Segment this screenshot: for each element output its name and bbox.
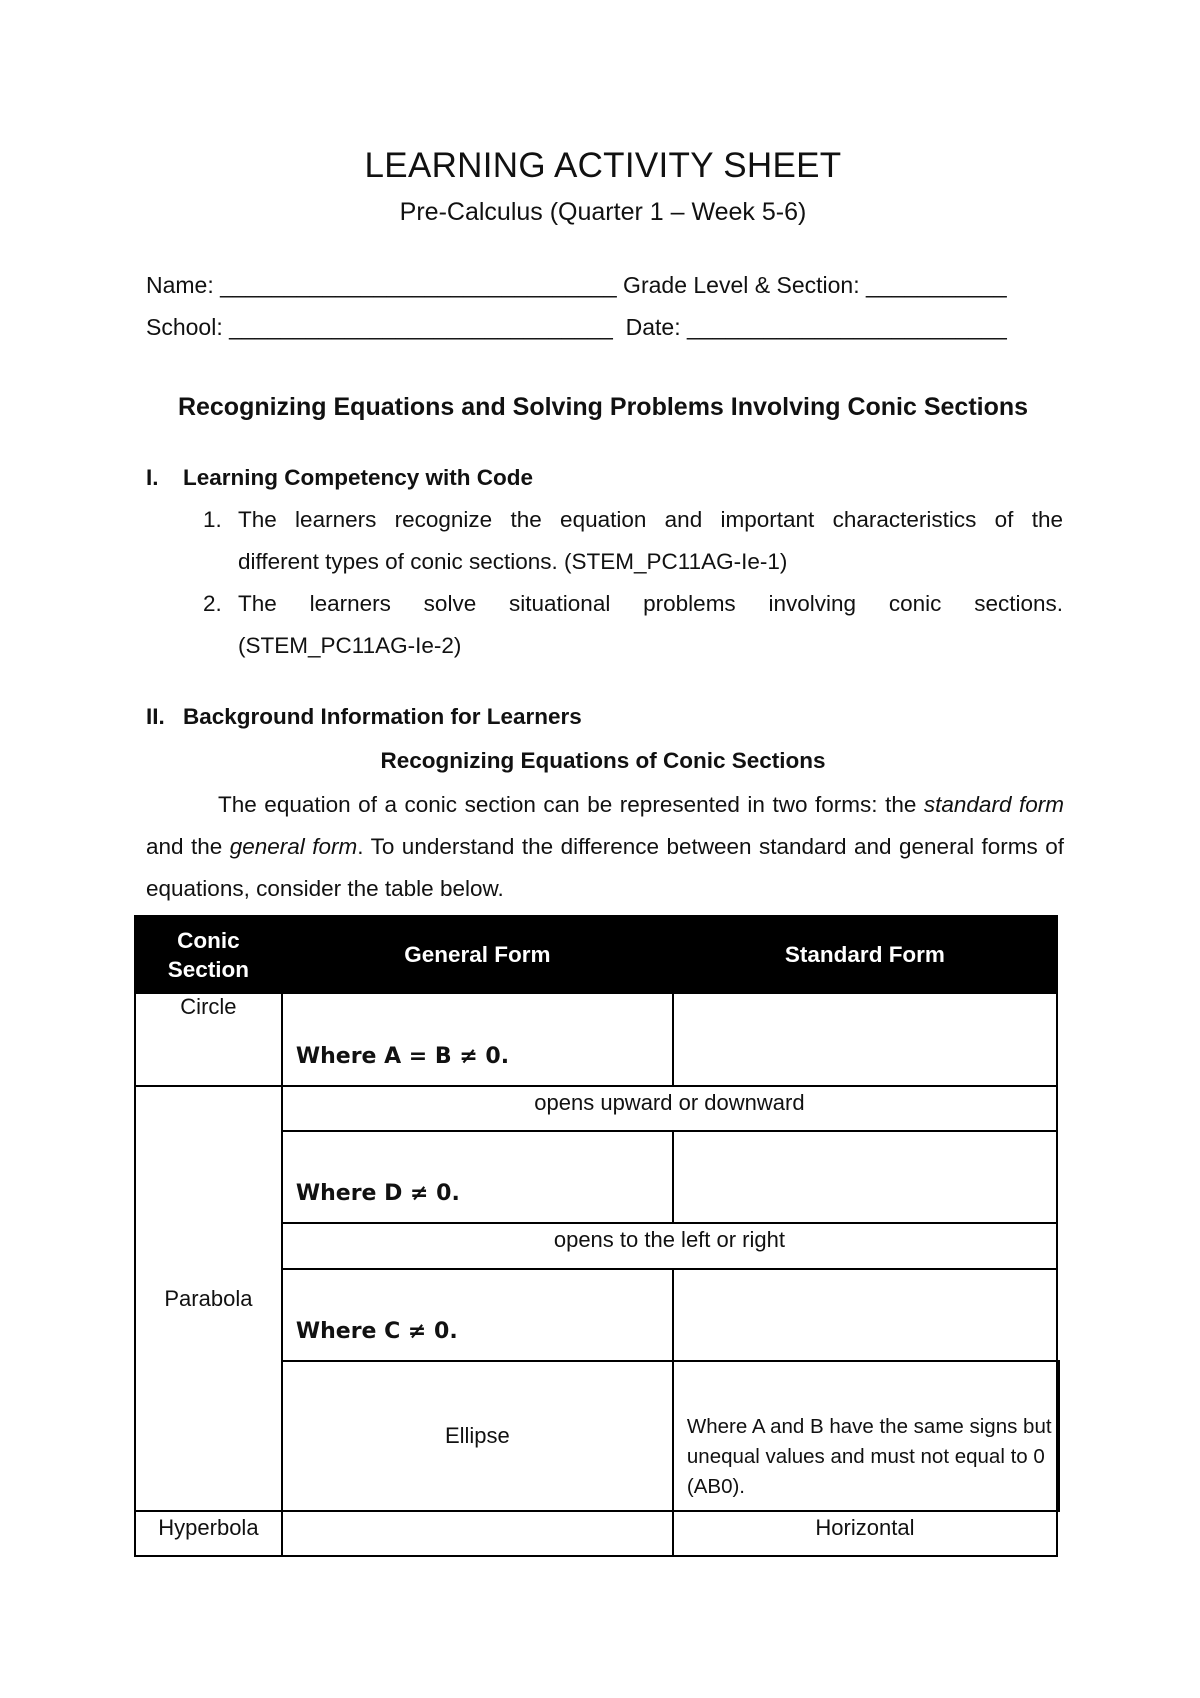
competency-item-2-line-2: (STEM_PC11AG-Ie-2) <box>238 633 462 658</box>
sheet-title: LEARNING ACTIVITY SHEET <box>364 146 842 185</box>
competency-item-2-line-1: The learners solve situational problems involving conic sections. <box>238 591 1063 616</box>
circle-general-condition: Where A = B ≠ 0. <box>295 1044 510 1069</box>
competency-item-2 <box>203 583 1063 667</box>
parabola-note-1-cell <box>282 1086 1057 1131</box>
competency-item-1-line-2: different types of conic sections. (STEM_PC11AG-Ie-1) <box>238 549 788 574</box>
section-2-subheading: Recognizing Equations of Conic Sections <box>380 748 826 773</box>
parabola-general-2-cell <box>282 1269 673 1361</box>
parabola-general-1-cell <box>282 1131 673 1223</box>
ellipse-label: Ellipse <box>444 1423 510 1448</box>
sheet-subtitle: Pre-Calculus (Quarter 1 – Week 5-6) <box>399 198 807 226</box>
ellipse-general-cell <box>673 1361 1057 1511</box>
header-general-form: General Form <box>282 916 673 993</box>
name-grade-field-line: Name: _______________________________ Grade Level & Section: ___________ <box>146 272 1007 298</box>
circle-label: Circle <box>180 994 237 1019</box>
parabola-label-cell <box>135 1086 282 1511</box>
hyperbola-standard-cell <box>673 1511 1057 1556</box>
section-1-number: I. <box>146 465 159 490</box>
circle-standard-cell <box>673 993 1057 1086</box>
header-conic-section: Conic Section <box>135 916 282 993</box>
section-1-heading <box>146 465 533 491</box>
paragraph-part-2: and the <box>146 834 230 859</box>
parabola-standard-1-cell <box>673 1131 1057 1223</box>
competency-item-1-number: 1. <box>203 507 222 532</box>
section-1-title: Learning Competency with Code <box>183 465 534 490</box>
section-2-number: II. <box>146 704 165 729</box>
parabola-label: Parabola <box>164 1285 253 1311</box>
parabola-note-vertical: opens upward or downward <box>534 1090 805 1115</box>
table-row-parabola-note-1 <box>135 1086 1059 1131</box>
hyperbola-label: Hyperbola <box>158 1515 259 1540</box>
hyperbola-general-cell <box>282 1511 673 1556</box>
parabola-general-condition-2: Where C ≠ 0. <box>295 1319 458 1344</box>
school-date-field-line: School: ______________________________ Date: _________________________ <box>146 314 1007 340</box>
parabola-note-horizontal: opens to the left or right <box>553 1227 785 1252</box>
section-2-title: Background Information for Learners <box>183 704 582 729</box>
paragraph-part-1: The equation of a conic section can be represented in two forms: the <box>218 792 917 817</box>
parabola-general-condition-1: Where D ≠ 0. <box>295 1181 460 1206</box>
competency-item-1-line-1: The learners recognize the equation and important characteristics of the <box>238 507 1063 532</box>
hyperbola-label-cell <box>135 1511 282 1556</box>
header-standard-form: Standard Form <box>673 916 1057 993</box>
table-header-row <box>135 916 1059 993</box>
circle-general-cell <box>282 993 673 1086</box>
circle-label-cell <box>135 993 282 1086</box>
paragraph-part-3: . To understand the difference between standard and general forms of equations, consider the table below. <box>146 834 1065 901</box>
background-paragraph <box>146 784 1064 910</box>
topic-heading: Recognizing Equations and Solving Problems Involving Conic Sections <box>177 393 1029 421</box>
competency-item-1 <box>203 499 1063 583</box>
ellipse-standard-cell <box>1057 1361 1059 1511</box>
conic-forms-table <box>134 915 1060 1557</box>
section-2-heading <box>146 704 582 730</box>
table-row-circle <box>135 993 1059 1086</box>
table-row-hyperbola <box>135 1511 1059 1556</box>
parabola-note-2-cell <box>282 1223 1057 1269</box>
ellipse-general-condition: Where A and B have the same signs but unequal values and must not equal to 0 (AB0). <box>686 1415 1052 1498</box>
competency-item-2-number: 2. <box>203 591 222 616</box>
parabola-standard-2-cell <box>673 1269 1057 1361</box>
general-form-term: general form <box>229 834 358 859</box>
standard-form-term: standard form <box>923 792 1064 817</box>
hyperbola-standard-label: Horizontal <box>815 1515 915 1540</box>
ellipse-label-cell <box>282 1361 673 1511</box>
